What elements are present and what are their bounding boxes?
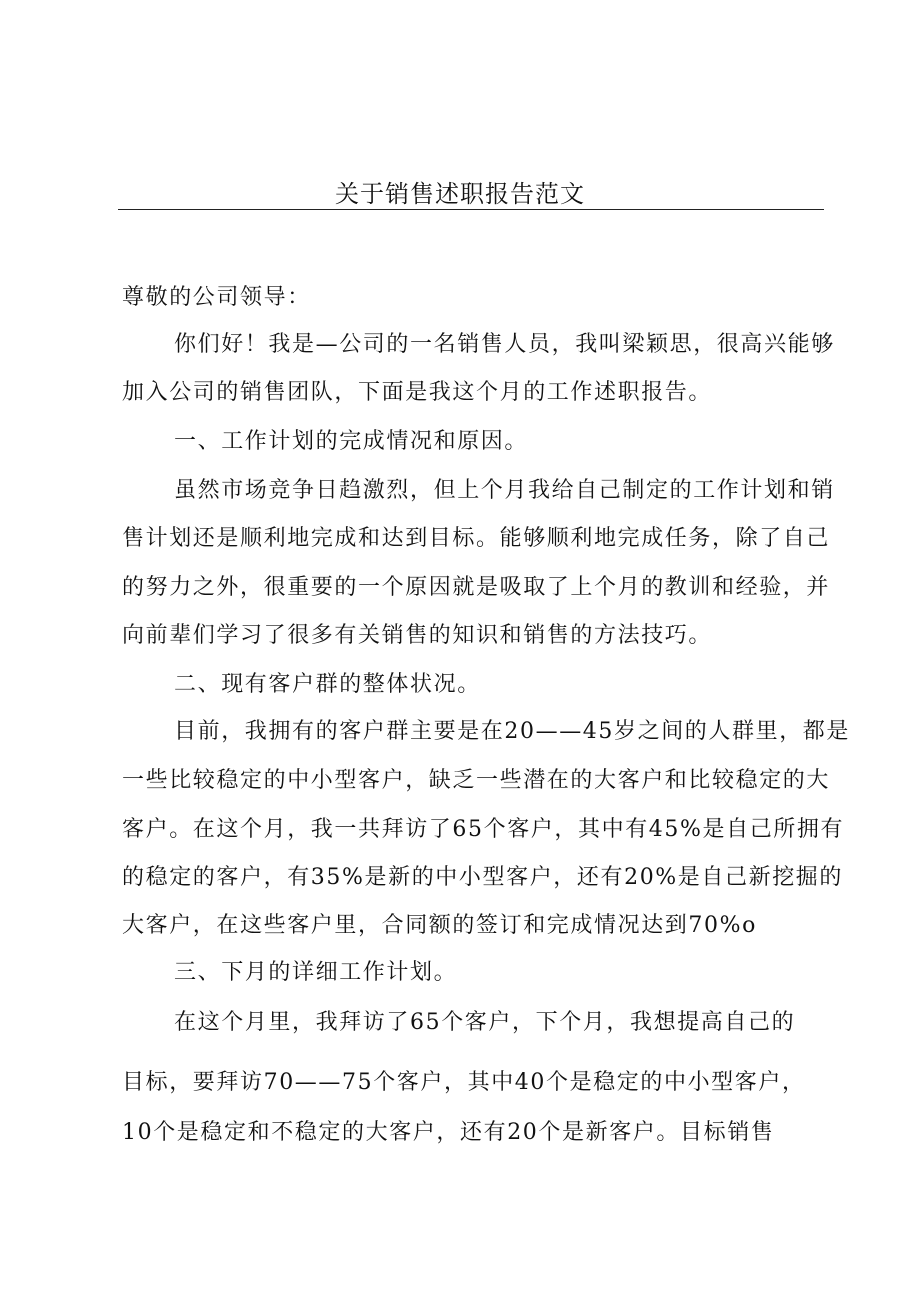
salutation: 尊敬的公司领导： bbox=[122, 285, 311, 310]
paragraph-line: 客户。在这个月，我一共拜访了65个客户，其中有45%是自己所拥有 bbox=[122, 817, 845, 842]
document-title: 关于销售述职报告范文 bbox=[335, 180, 585, 208]
section-heading: 一、工作计划的完成情况和原因。 bbox=[174, 429, 529, 454]
paragraph-line: 你们好！我是—公司的一名销售人员，我叫梁颖思，很高兴能够 bbox=[174, 332, 835, 357]
paragraph-line: 的稳定的客户，有35%是新的中小型客户，还有20%是自己新挖掘的 bbox=[122, 865, 843, 890]
paragraph-line: 一些比较稳定的中小型客户，缺乏一些潜在的大客户和比较稳定的大 bbox=[122, 768, 831, 793]
paragraph-line: 向前辈们学习了很多有关销售的知识和销售的方法技巧。 bbox=[122, 623, 713, 648]
paragraph-line: 在这个月里，我拜访了65个客户，下个月，我想提高自己的 bbox=[174, 1010, 796, 1035]
paragraph-line: 虽然市场竞争日趋激烈，但上个月我给自己制定的工作计划和销 bbox=[174, 478, 835, 503]
paragraph-line: 的努力之外，很重要的一个原因就是吸取了上个月的教训和经验，并 bbox=[122, 575, 831, 600]
paragraph-line: 大客户，在这些客户里，合同额的签订和完成情况达到70%o bbox=[122, 913, 757, 938]
paragraph-line: 目标，要拜访70——75个客户，其中40个是稳定的中小型客户， bbox=[122, 1070, 806, 1095]
paragraph-line: 加入公司的销售团队，下面是我这个月的工作述职报告。 bbox=[122, 380, 713, 405]
paragraph-line: 10个是稳定和不稳定的大客户，还有20个是新客户。目标销售 bbox=[122, 1120, 775, 1145]
section-heading: 三、下月的详细工作计划。 bbox=[174, 960, 458, 985]
paragraph-line: 目前，我拥有的客户群主要是在20——45岁之间的人群里，都是 bbox=[174, 719, 850, 744]
title-underline bbox=[118, 209, 824, 210]
paragraph-line: 售计划还是顺利地完成和达到目标。能够顺利地完成任务，除了自己 bbox=[122, 526, 831, 551]
section-heading: 二、现有客户群的整体状况。 bbox=[174, 672, 481, 697]
